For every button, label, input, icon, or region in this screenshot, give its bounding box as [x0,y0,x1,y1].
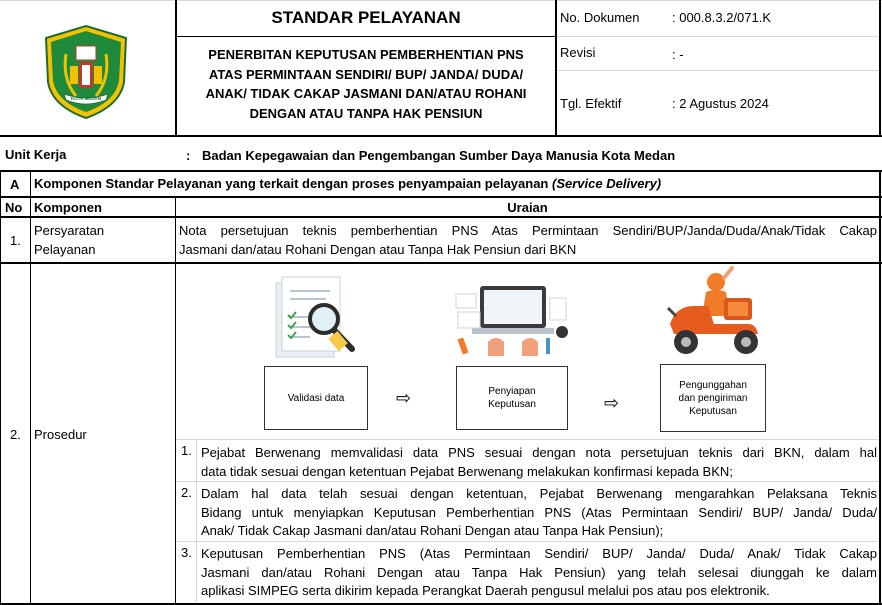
document-subtitle: PENERBITAN KEPUTUSAN PEMBERHENTIAN PNS ATAS PERMINTAAN SENDIRI/ BUP/ JANDA/ DUDA/ ANAK/ TIDAK CAKAP JASMANI DAN/ATAU ROHANI DENGAN ATAU TANPA HAK PENSIUN [205,47,527,121]
unit-kerja-label: Unit Kerja [5,147,67,162]
meta-label-tgl-efektif: Tgl. Efektif [560,96,622,111]
row-komponen: Persyaratan Pelayanan [34,223,105,257]
col-header-uraian: Uraian [507,200,548,215]
meta-value-tgl-efektif: : 2 Agustus 2024 [672,96,769,111]
svg-text:KOTA MEDAN: KOTA MEDAN [71,96,101,101]
step-text: Keputusan Pemberhentian PNS (Atas Permintaan Sendiri/ BUP/ Janda/ Duda/ Anak/ Tidak Cakap Jasmani dan/atau Rohani Dengan atau Tanpa Hak Pensiun) yang telah selesai diunggah ke dalam aplikasi SIMPEG serta dikirim kepada Perangkat Daerah pengusul melalui pos atau pos elektronik. [201,546,877,598]
step-text: Dalam hal data telah sesuai dengan ketentuan, Pejabat Berwenang mengarahkan Pelaksana Teknis Bidang untuk menyiapkan Keputusan Pemberhentian PNS (Atas Permintaan Sendiri/ BUP/ Janda/ Duda/ Anak/ Tidak Cakap Jasmani dan/atau Rohani Dengan atau Tanpa Hak Pensiun); [201,486,877,538]
section-title-italic: (Service Delivery) [552,176,662,191]
document-title: STANDAR PELAYANAN [271,8,461,27]
kota-medan-logo [42,24,130,120]
flow-step-pengunggahan: Pengunggahan dan pengiriman Keputusan [660,364,766,432]
laptop-desk-icon [450,280,576,358]
row-number: 2. [10,427,21,442]
meta-label-revisi: Revisi [560,45,596,60]
step-number: 3. [181,545,192,560]
unit-kerja-value: Badan Kepegawaian dan Pengembangan Sumber Daya Manusia Kota Medan [202,148,676,163]
row-komponen: Prosedur [34,427,87,442]
step-number: 2. [181,485,192,500]
step-number: 1. [181,443,192,458]
row-number: 1. [10,233,21,248]
col-header-no: No [5,200,23,215]
delivery-scooter-icon [662,266,770,362]
flow-arrow-right-icon: ⇨ [604,393,620,413]
document-magnifier-icon [270,273,360,361]
col-header-komponen: Komponen [34,200,102,215]
section-title: Komponen Standar Pelayanan yang terkait dengan proses penyampaian pelayanan (Service Delivery) [34,176,662,191]
flow-step-validasi-data: Validasi data [264,366,368,430]
meta-value-revisi: : - [672,47,684,62]
row-uraian: Nota persetujuan teknis pemberhentian PNS Atas Permintaan Sendiri/BUP/Janda/Duda/Anak/Tidak Cakap Jasmani dan/atau Rohani Dengan atau Tanpa Hak Pensiun dari BKN [179,223,877,257]
section-letter: A [10,177,20,192]
flow-step-penyiapan-keputusan: Penyiapan Keputusan [456,366,568,430]
meta-label-no-dokumen: No. Dokumen [560,10,640,25]
step-text: Pejabat Berwenang memvalidasi data PNS sesuai dengan nota persetujuan teknis dari BKN, dalam hal data tidak sesuai dengan ketentuan Pejabat Berwenang melakukan konfirmasi kepada BKN; [201,445,877,479]
unit-kerja-colon: : [186,148,191,163]
flow-arrow-right-icon: ⇨ [396,388,412,408]
meta-value-no-dokumen: : 000.8.3.2/071.K [672,10,772,25]
